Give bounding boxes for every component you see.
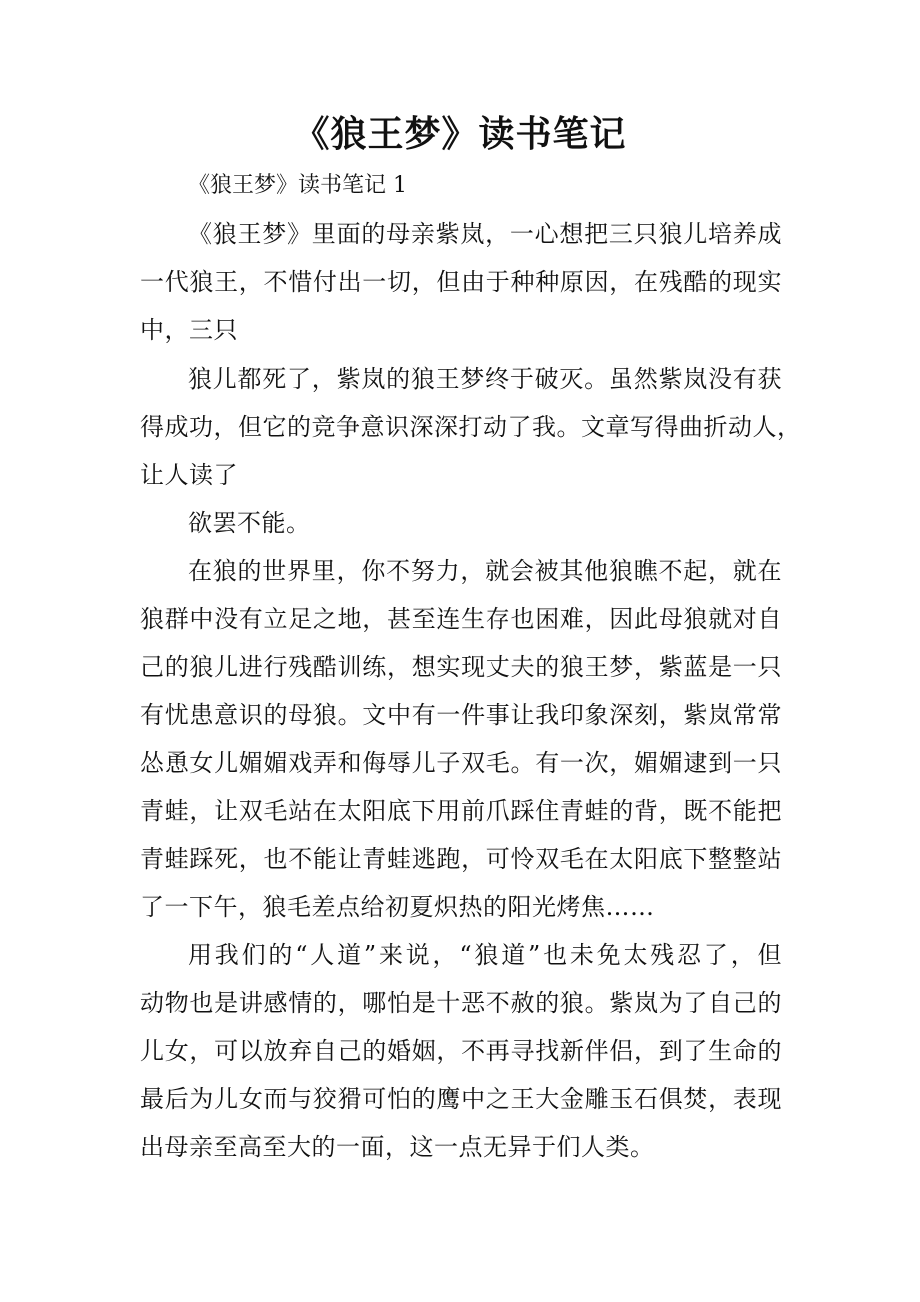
paragraph-line: 己的狼儿进行残酷训练，想实现丈夫的狼王梦，紫蓝是一只 — [140, 653, 782, 681]
paragraph-line: 最后为儿女而与狡猾可怕的鹰中之王大金雕玉石俱焚，表现 — [140, 1085, 782, 1113]
paragraph-line: 欲罢不能。 — [188, 509, 311, 537]
document-subtitle: 《狼王梦》读书笔记 1 — [188, 173, 407, 198]
paragraph-line: 有忧患意识的母狼。文中有一件事让我印象深刻，紫岚常常 — [140, 701, 782, 729]
paragraph-line: 儿女，可以放弃自己的婚姻，不再寻找新伴侣，到了生命的 — [140, 1037, 782, 1065]
paragraph-line: 用我们的“人道”来说，“狼道”也未免太残忍了，但 — [188, 941, 782, 969]
paragraph-line: 得成功，但它的竞争意识深深打动了我。文章写得曲折动人， — [140, 413, 802, 441]
paragraph-line: 狼群中没有立足之地，甚至连生存也困难，因此母狼就对自 — [140, 605, 782, 633]
paragraph-line: 在狼的世界里，你不努力，就会被其他狼瞧不起，就在 — [188, 557, 782, 585]
paragraph-line: 《狼王梦》里面的母亲紫岚，一心想把三只狼儿培养成 — [188, 220, 782, 248]
paragraph-line: 了一下午，狼毛差点给初夏炽热的阳光烤焦…… — [140, 893, 655, 921]
paragraph-line: 狼儿都死了，紫岚的狼王梦终于破灭。虽然紫岚没有获 — [188, 365, 782, 393]
paragraph-line: 一代狼王，不惜付出一切，但由于种种原因，在残酷的现实 — [140, 268, 782, 296]
paragraph-line: 让人读了 — [140, 461, 238, 489]
paragraph-5 — [140, 931, 782, 1171]
paragraph-3 — [140, 499, 782, 547]
paragraph-1 — [140, 210, 782, 354]
paragraph-4 — [140, 547, 782, 931]
paragraph-line: 青蛙，让双毛站在太阳底下用前爪踩住青蛙的背，既不能把 — [140, 797, 782, 825]
paragraph-line: 青蛙踩死，也不能让青蛙逃跑，可怜双毛在太阳底下整整站 — [140, 845, 782, 873]
paragraph-line: 中，三只 — [140, 316, 238, 344]
paragraph-line: 动物也是讲感情的，哪怕是十恶不赦的狼。紫岚为了自己的 — [140, 989, 782, 1017]
paragraph-line: 出母亲至高至大的一面，这一点无异于们人类。 — [140, 1133, 655, 1161]
paragraph-line: 怂恿女儿媚媚戏弄和侮辱儿子双毛。有一次，媚媚逮到一只 — [140, 749, 782, 777]
document-title: 《狼王梦》读书笔记 — [293, 113, 627, 155]
paragraph-2 — [140, 355, 802, 499]
